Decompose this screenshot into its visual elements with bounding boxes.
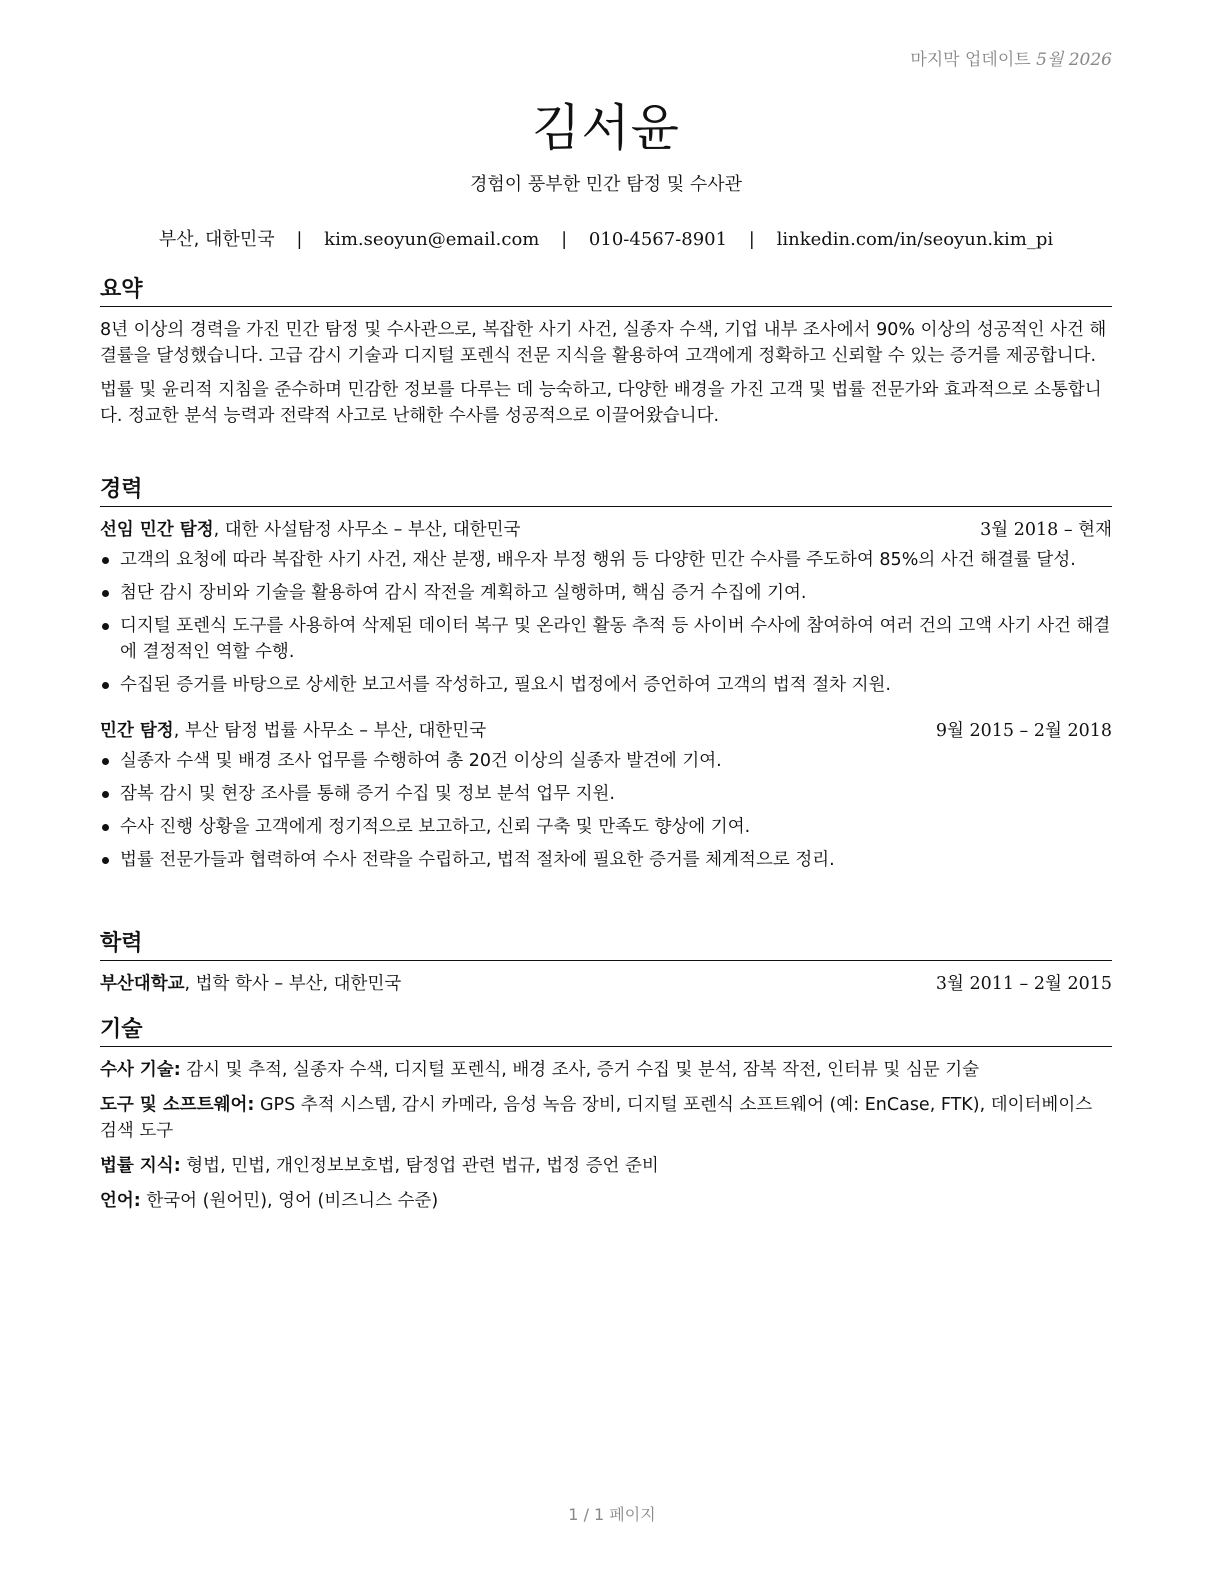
skill-item — [100, 1188, 1112, 1214]
bullet-text: 잠복 감시 및 현장 조사를 통해 증거 수집 및 정보 분석 업무 지원. — [120, 784, 615, 804]
bullet-dot-icon — [102, 758, 109, 765]
education-school: 부산대학교 — [100, 974, 185, 994]
skill-label: 법률 지식: — [100, 1156, 181, 1176]
job-entry — [100, 718, 1112, 873]
bullet-text: 첨단 감시 장비와 기술을 활용하여 감시 작전을 계획하고 실행하며, 핵심 증거 수집에 기여. — [120, 583, 807, 603]
education-dates: 3월 2011 – 2월 2015 — [935, 974, 1112, 994]
skill-text: 형법, 민법, 개인정보보호법, 탐정업 관련 법규, 법정 증언 준비 — [180, 1156, 659, 1176]
bullet-text: 고객의 요청에 따라 복잡한 사기 사건, 재산 분쟁, 배우자 부정 행위 등 다양한 민간 수사를 주도하여 85%의 사건 해결률 달성. — [120, 550, 1076, 570]
candidate-subtitle: 경험이 풍부한 민간 탐정 및 수사관 — [469, 174, 743, 195]
bullet-dot-icon — [102, 682, 109, 689]
summary-paragraph: 8년 이상의 경력을 가진 민간 탐정 및 수사관으로, 복잡한 사기 사건, 실종자 수색, 기업 내부 조사에서 90% 이상의 성공적인 사건 해결률을 달성했습니다. 고급 감시 기술과 디지털 포렌식 전문 지식을 활용하여 고객에게 정확하고 신뢰할 수 있는 증거를 제공합니다. — [100, 320, 1107, 366]
contact-line — [100, 225, 1112, 251]
job-org: , 대한 사설탐정 사무소 – 부산, 대한민국 — [213, 520, 521, 540]
skill-text: 한국어 (원어민), 영어 (비즈니스 수준) — [140, 1191, 439, 1211]
experience-heading: 경력 — [100, 476, 1112, 507]
job-dates: 9월 2015 – 2월 2018 — [935, 721, 1112, 741]
job-dates: 3월 2018 – 현재 — [980, 520, 1112, 540]
bullet-text: 수사 진행 상황을 고객에게 정기적으로 보고하고, 신뢰 구축 및 만족도 향상에 기여. — [120, 817, 751, 837]
list-item — [100, 672, 1112, 698]
skills-heading: 기술 — [100, 1016, 1112, 1047]
contact-location: 부산, 대한민국 — [158, 229, 275, 250]
skill-label: 언어: — [100, 1191, 141, 1211]
contact-separator: | — [296, 229, 303, 250]
bullet-text: 디지털 포렌식 도구를 사용하여 삭제된 데이터 복구 및 온라인 활동 추적 등 사이버 수사에 참여하여 여러 건의 고액 사기 사건 해결에 결정적인 역할 수행. — [120, 616, 1111, 662]
bullet-text: 실종자 수색 및 배경 조사 업무를 수행하여 총 20건 이상의 실종자 발견에 기여. — [120, 751, 722, 771]
job-entry — [100, 517, 1112, 698]
job-header — [100, 517, 1112, 543]
list-item — [100, 580, 1112, 606]
skill-text: GPS 추적 시스템, 감시 카메라, 음성 녹음 장비, 디지털 포렌식 소프트웨어 (예: EnCase, FTK), 데이터베이스 검색 도구 — [100, 1095, 1093, 1141]
bullet-dot-icon — [102, 557, 109, 564]
job-bullets — [100, 547, 1112, 698]
contact-separator: | — [561, 229, 568, 250]
contact-email[interactable]: kim.seoyun@email.com — [324, 229, 540, 250]
skills-section — [100, 1016, 1112, 1223]
bullet-dot-icon — [102, 791, 109, 798]
candidate-name: 김서윤 — [532, 99, 680, 157]
bullet-dot-icon — [102, 623, 109, 630]
list-item — [100, 781, 1112, 807]
contact-separator: | — [748, 229, 755, 250]
list-item — [100, 613, 1112, 665]
bullet-text: 수집된 증거를 바탕으로 상세한 보고서를 작성하고, 필요시 법정에서 증언하여 고객의 법적 절차 지원. — [120, 675, 891, 695]
bullet-dot-icon — [102, 590, 109, 597]
contact-phone[interactable]: 010-4567-8901 — [588, 229, 728, 250]
contact-linkedin[interactable]: linkedin.com/in/seoyun.kim_pi — [776, 229, 1054, 250]
job-header — [100, 718, 1112, 744]
list-item — [100, 814, 1112, 840]
summary-heading: 요약 — [100, 276, 1112, 307]
list-item — [100, 748, 1112, 774]
resume-page — [100, 0, 1112, 1584]
skill-item — [100, 1057, 1112, 1083]
bullet-dot-icon — [102, 824, 109, 831]
skill-text: 감시 및 추적, 실종자 수색, 디지털 포렌식, 배경 조사, 증거 수집 및 분석, 잠복 작전, 인터뷰 및 심문 기술 — [180, 1060, 980, 1080]
job-bullets — [100, 748, 1112, 873]
bullet-text: 법률 전문가들과 협력하여 수사 전략을 수립하고, 법적 절차에 필요한 증거를 체계적으로 정리. — [120, 850, 835, 870]
skill-item — [100, 1092, 1112, 1144]
job-role: 민간 탐정 — [100, 721, 174, 741]
skill-label: 수사 기술: — [100, 1060, 181, 1080]
last-updated-date: 5월 2026 — [1036, 50, 1112, 70]
education-entry — [100, 971, 1112, 997]
last-updated-label: 마지막 업데이트 — [910, 50, 1031, 70]
last-updated — [910, 45, 1112, 70]
job-role: 선임 민간 탐정 — [100, 520, 214, 540]
education-detail: , 법학 학사 – 부산, 대한민국 — [184, 974, 402, 994]
list-item — [100, 847, 1112, 873]
education-section — [100, 930, 1112, 1001]
summary-section — [100, 276, 1112, 437]
skill-label: 도구 및 소프트웨어: — [100, 1095, 255, 1115]
bullet-dot-icon — [102, 857, 109, 864]
summary-paragraph: 법률 및 윤리적 지침을 준수하며 민감한 정보를 다루는 데 능숙하고, 다양한 배경을 가진 고객 및 법률 전문가와 효과적으로 소통합니다. 정교한 분석 능력과 전략적 사고로 난해한 수사를 성공적으로 이끌어왔습니다. — [100, 380, 1102, 426]
skill-item — [100, 1153, 1112, 1179]
education-heading: 학력 — [100, 930, 1112, 961]
job-org: , 부산 탐정 법률 사무소 – 부산, 대한민국 — [173, 721, 487, 741]
page-number: 1 / 1 페이지 — [568, 1505, 656, 1524]
experience-section — [100, 476, 1112, 880]
list-item — [100, 547, 1112, 573]
